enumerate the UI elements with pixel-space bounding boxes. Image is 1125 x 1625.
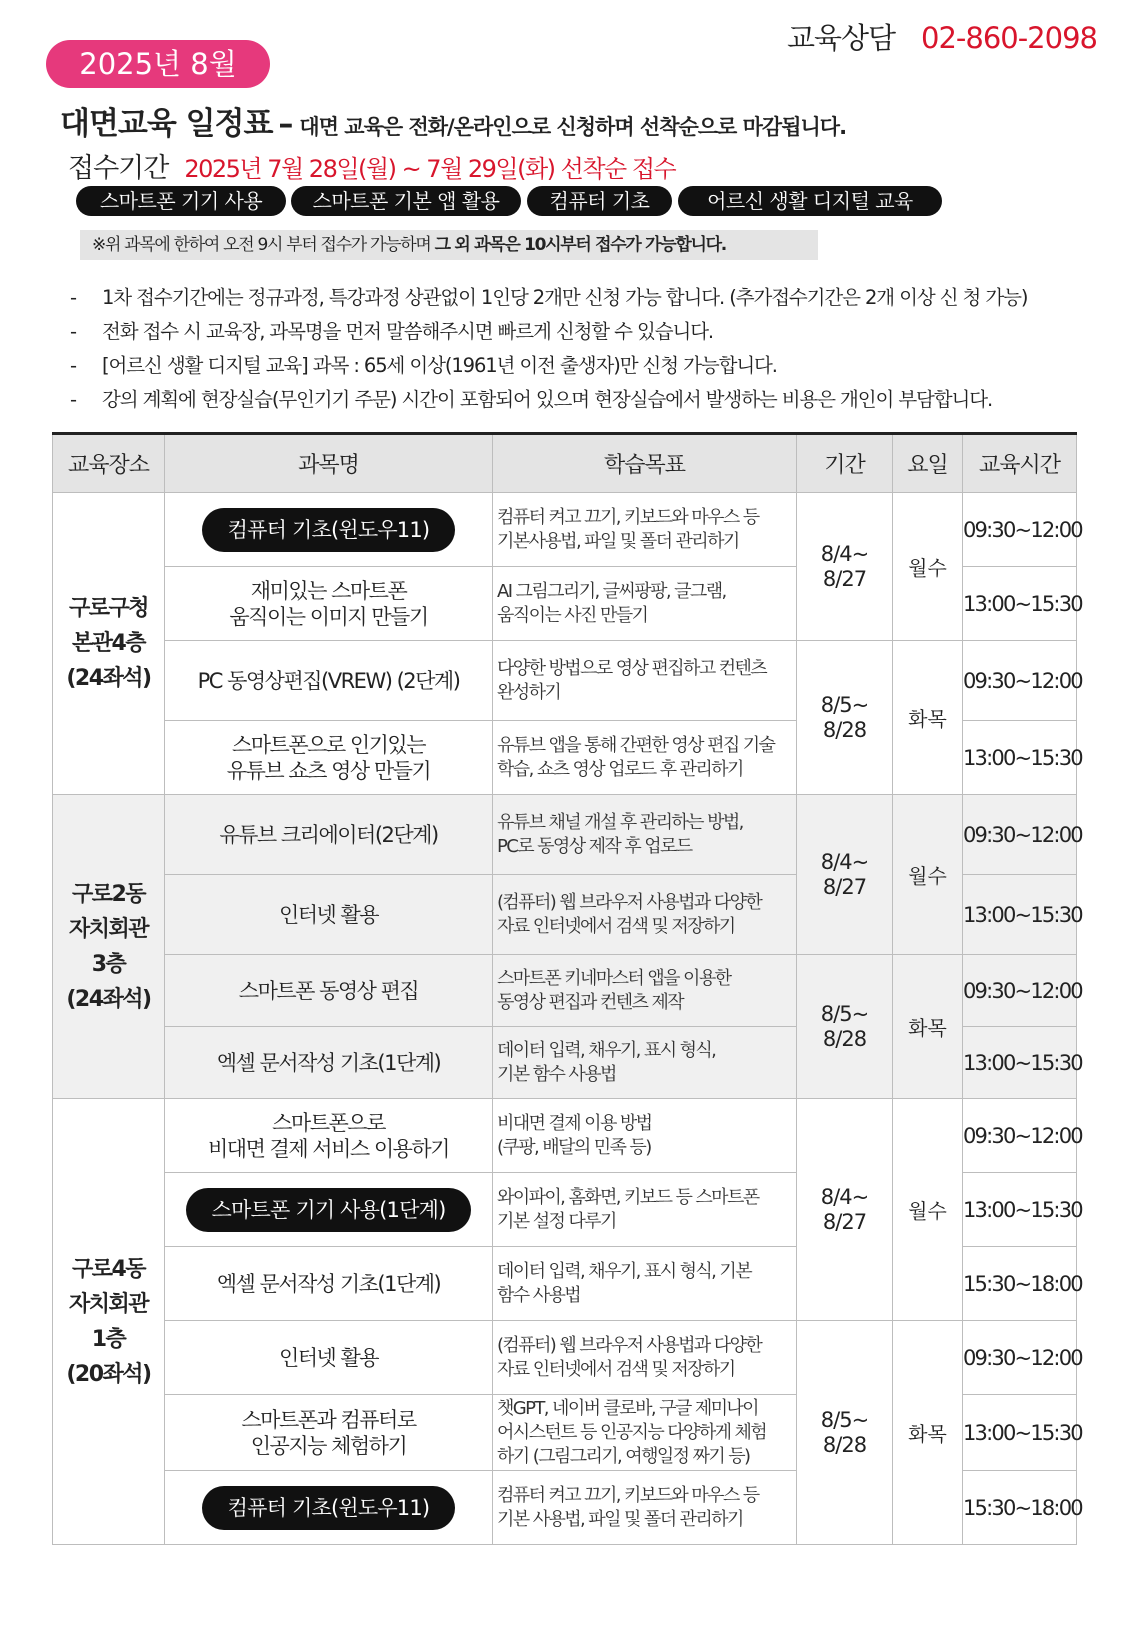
goal-line: 유튜브 채널 개설 후 관리하는 방법,	[497, 811, 743, 833]
goal-cell	[493, 1471, 797, 1545]
period-line: 8/4~	[820, 541, 869, 566]
course-name-line: 재미있는 스마트폰	[250, 578, 407, 603]
goal-line: (쿠팡, 배달의 민족 등)	[497, 1136, 651, 1158]
location-line: 1층	[91, 1326, 126, 1352]
location-line: (24좌석)	[66, 986, 151, 1012]
days-cell: 화목	[893, 1321, 963, 1545]
period-cell	[797, 1321, 893, 1545]
location-line: 구로2동	[71, 881, 146, 907]
pill-smartphone-device: 스마트폰 기기 사용	[76, 186, 286, 216]
course-name-line: 엑셀 문서작성 기초(1단계)	[216, 1271, 441, 1296]
goal-cell	[493, 1173, 797, 1247]
course-badge: 컴퓨터 기초(윈도우11)	[202, 1486, 456, 1530]
goal-line: AI 그림그리기, 글씨팡팡, 글그램,	[497, 580, 726, 602]
table-row	[53, 1321, 1077, 1395]
table-row	[53, 493, 1077, 567]
course-cell	[165, 1471, 493, 1545]
course-name-line: 인공지능 체험하기	[250, 1433, 407, 1458]
course-name-line: 인터넷 활용	[278, 902, 379, 927]
title-dash: –	[278, 107, 294, 142]
bullet-dash: -	[70, 286, 76, 309]
time-cell: 13:00~15:30	[963, 875, 1077, 955]
course-cell	[165, 795, 493, 875]
time-cell: 15:30~18:00	[963, 1247, 1077, 1321]
period-cell	[797, 795, 893, 955]
bullet-dash: -	[70, 354, 76, 377]
period-line: 8/27	[822, 1209, 867, 1234]
course-cell	[165, 641, 493, 721]
goal-line: 데이터 입력, 채우기, 표시 형식, 기본	[497, 1260, 752, 1282]
bullet-item	[70, 384, 992, 412]
period-line: 8/5~	[820, 692, 869, 717]
course-cell	[165, 1395, 493, 1471]
time-cell: 13:00~15:30	[963, 721, 1077, 795]
bullet-item	[70, 350, 777, 378]
goal-line: 기본 설정 다루기	[497, 1210, 616, 1232]
goal-cell	[493, 1395, 797, 1471]
bullet-text: [어르신 생활 디지털 교육] 과목 : 65세 이상(1961년 이전 출생자)만 신청 가능합니다.	[102, 354, 777, 377]
time-cell: 15:30~18:00	[963, 1471, 1077, 1545]
contact-phone[interactable]: 02-860-2098	[921, 21, 1097, 55]
goal-line: 와이파이, 홈화면, 키보드 등 스마트폰	[497, 1186, 759, 1208]
goal-cell	[493, 1027, 797, 1099]
course-cell	[165, 875, 493, 955]
goal-line: 동영상 편집과 컨텐츠 제작	[497, 991, 684, 1013]
time-cell: 09:30~12:00	[963, 1099, 1077, 1173]
header-course: 과목명	[165, 434, 493, 493]
location-line: 3층	[91, 951, 126, 977]
course-cell	[165, 1027, 493, 1099]
location-line: 자치회관	[68, 916, 148, 942]
location-group	[53, 1099, 1082, 1545]
goal-cell	[493, 641, 797, 721]
table-row	[53, 955, 1077, 1027]
course-name-line: 스마트폰과 컴퓨터로	[241, 1407, 416, 1432]
period-line: 8/28	[822, 1026, 867, 1051]
course-cell	[165, 1099, 493, 1173]
goal-line: PC로 동영상 제작 후 업로드	[497, 835, 692, 857]
location-line: 구로구청	[68, 596, 148, 621]
course-cell	[165, 1173, 493, 1247]
goal-line: 비대면 결제 이용 방법	[497, 1112, 652, 1134]
course-name-line: 인터넷 활용	[278, 1345, 379, 1370]
goal-cell	[493, 795, 797, 875]
days-cell: 화목	[893, 641, 963, 795]
time-cell: 09:30~12:00	[963, 795, 1077, 875]
goal-line: 어시스턴트 등 인공지능 다양하게 체험	[497, 1421, 767, 1443]
contact-label: 교육상담	[786, 21, 895, 55]
goal-line: 기본 사용법, 파일 및 폴더 관리하기	[497, 1508, 743, 1530]
time-cell: 13:00~15:30	[963, 1027, 1077, 1099]
goal-line: 기본 함수 사용법	[497, 1063, 616, 1085]
goal-line: 자료 인터넷에서 검색 및 저장하기	[497, 1358, 735, 1380]
goal-cell	[493, 1247, 797, 1321]
period-value: 2025년 7월 28일(월) ~ 7월 29일(화) 선착순 접수	[184, 155, 676, 183]
goal-cell	[493, 493, 797, 567]
header-time: 교육시간	[963, 434, 1077, 493]
course-name-line: 유튜브 쇼츠 영상 만들기	[226, 758, 431, 783]
course-name-line: 비대면 결제 서비스 이용하기	[208, 1136, 449, 1161]
table-row	[53, 795, 1077, 875]
goal-line: 컴퓨터 켜고 끄기, 키보드와 마우스 등	[497, 506, 759, 528]
period-cell	[797, 641, 893, 795]
period-line: 8/5~	[820, 1001, 869, 1026]
course-name-line: 엑셀 문서작성 기초(1단계)	[216, 1050, 441, 1075]
pill-smartphone-apps: 스마트폰 기본 앱 활용	[291, 186, 521, 216]
goal-cell	[493, 1321, 797, 1395]
location-line: 구로4동	[71, 1256, 146, 1282]
period-cell	[797, 493, 893, 641]
course-cell	[165, 1321, 493, 1395]
schedule-table	[52, 432, 1082, 1545]
time-cell: 09:30~12:00	[963, 493, 1077, 567]
pill-senior-digital: 어르신 생활 디지털 교육	[678, 186, 942, 216]
page-title-row	[60, 98, 846, 143]
location-group	[53, 493, 1082, 795]
goal-line: 챗GPT, 네이버 클로바, 구글 제미나이	[497, 1397, 758, 1419]
bullet-dash: -	[70, 388, 76, 411]
goal-line: 다양한 방법으로 영상 편집하고 컨텐츠	[497, 657, 767, 679]
course-name-line: 유튜브 크리에이터(2단계)	[219, 822, 438, 847]
location-cell	[53, 795, 165, 1099]
days-cell: 월수	[893, 1099, 963, 1321]
course-cell	[165, 955, 493, 1027]
registration-period	[68, 146, 675, 185]
period-line: 8/28	[822, 717, 867, 742]
goal-line: 스마트폰 키네마스터 앱을 이용한	[497, 967, 731, 989]
goal-line: 컴퓨터 켜고 끄기, 키보드와 마우스 등	[497, 1484, 759, 1506]
goal-line: 학습, 쇼츠 영상 업로드 후 관리하기	[497, 758, 743, 780]
goal-line: 데이터 입력, 채우기, 표시 형식,	[497, 1039, 716, 1061]
registration-note	[80, 230, 818, 260]
course-name-line: 움직이는 이미지 만들기	[229, 604, 428, 629]
course-cell	[165, 1247, 493, 1321]
days-cell: 월수	[893, 493, 963, 641]
goal-line: 유튜브 앱을 통해 간편한 영상 편집 기술	[497, 734, 775, 756]
table-header-row	[53, 434, 1077, 493]
period-cell	[797, 1099, 893, 1321]
page-subtitle: 대면 교육은 전화/온라인으로 신청하며 선착순으로 마감됩니다.	[299, 115, 847, 139]
time-cell: 13:00~15:30	[963, 567, 1077, 641]
bullet-item	[70, 282, 1027, 310]
course-cell	[165, 567, 493, 641]
location-line: 본관4층	[71, 631, 146, 656]
header-goal: 학습목표	[493, 434, 797, 493]
period-line: 8/28	[822, 1432, 867, 1457]
goal-line: 기본사용법, 파일 및 폴더 관리하기	[497, 530, 739, 552]
header-days: 요일	[893, 434, 963, 493]
goal-line: 함수 사용법	[497, 1284, 581, 1306]
course-name-line: 스마트폰으로	[272, 1110, 385, 1135]
goal-cell	[493, 955, 797, 1027]
goal-cell	[493, 567, 797, 641]
table-row	[53, 1099, 1077, 1173]
table-row	[53, 641, 1077, 721]
header-location: 교육장소	[53, 434, 165, 493]
goal-line: 하기 (그림그리기, 여행일정 짜기 등)	[497, 1445, 750, 1467]
time-cell: 09:30~12:00	[963, 955, 1077, 1027]
goal-line: 자료 인터넷에서 검색 및 저장하기	[497, 915, 735, 937]
course-cell	[165, 721, 493, 795]
course-cell	[165, 493, 493, 567]
course-badge: 컴퓨터 기초(윈도우11)	[202, 508, 456, 552]
goal-line: 움직이는 사진 만들기	[497, 604, 648, 626]
course-name-line: 스마트폰 동영상 편집	[238, 978, 419, 1003]
course-badge: 스마트폰 기기 사용(1단계)	[186, 1188, 472, 1232]
bullet-text: 전화 접수 시 교육장, 과목명을 먼저 말씀해주시면 빠르게 신청할 수 있습니다.	[102, 320, 714, 343]
course-name-line: PC 동영상편집(VREW) (2단계)	[197, 668, 460, 693]
goal-cell	[493, 721, 797, 795]
bullet-text: 강의 계획에 현장실습(무인기기 주문) 시간이 포함되어 있으며 현장실습에서 발생하는 비용은 개인이 부담합니다.	[102, 388, 993, 411]
days-cell: 화목	[893, 955, 963, 1099]
period-line: 8/27	[822, 566, 867, 591]
goal-cell	[493, 875, 797, 955]
note-normal: ※위 과목에 한하여 오전 9시 부터 접수가 가능하며	[92, 235, 435, 255]
bullet-item	[70, 316, 713, 344]
bullet-text: 1차 접수기간에는 정규과정, 특강과정 상관없이 1인당 2개만 신청 가능 합니다. (추가접수기간은 2개 이상 신 청 가능)	[102, 286, 1028, 309]
note-bold: 그 외 과목은 10시부터 접수가 가능합니다.	[434, 235, 726, 255]
days-cell: 월수	[893, 795, 963, 955]
goal-line: 완성하기	[497, 681, 561, 703]
period-line: 8/4~	[820, 849, 869, 874]
time-cell: 13:00~15:30	[963, 1173, 1077, 1247]
location-line: (20좌석)	[66, 1361, 151, 1387]
period-line: 8/4~	[820, 1184, 869, 1209]
course-name-line: 스마트폰으로 인기있는	[231, 732, 426, 757]
contact-info	[787, 16, 1097, 57]
month-badge: 2025년 8월	[46, 40, 270, 88]
time-cell: 09:30~12:00	[963, 641, 1077, 721]
period-cell	[797, 955, 893, 1099]
time-cell: 09:30~12:00	[963, 1321, 1077, 1395]
pill-computer-basics: 컴퓨터 기초	[527, 186, 672, 216]
goal-line: (컴퓨터) 웹 브라우저 사용법과 다양한	[497, 891, 762, 913]
goal-cell	[493, 1099, 797, 1173]
period-line: 8/27	[822, 874, 867, 899]
period-line: 8/5~	[820, 1407, 869, 1432]
location-group	[53, 795, 1082, 1099]
location-cell	[53, 493, 165, 795]
bullet-dash: -	[70, 320, 76, 343]
period-label: 접수기간	[68, 153, 169, 184]
location-line: (24좌석)	[66, 666, 151, 691]
page-title: 대면교육 일정표	[60, 106, 273, 142]
location-line: 자치회관	[68, 1291, 148, 1317]
location-cell	[53, 1099, 165, 1545]
goal-line: (컴퓨터) 웹 브라우저 사용법과 다양한	[497, 1334, 762, 1356]
time-cell: 13:00~15:30	[963, 1395, 1077, 1471]
header-period: 기간	[797, 434, 893, 493]
